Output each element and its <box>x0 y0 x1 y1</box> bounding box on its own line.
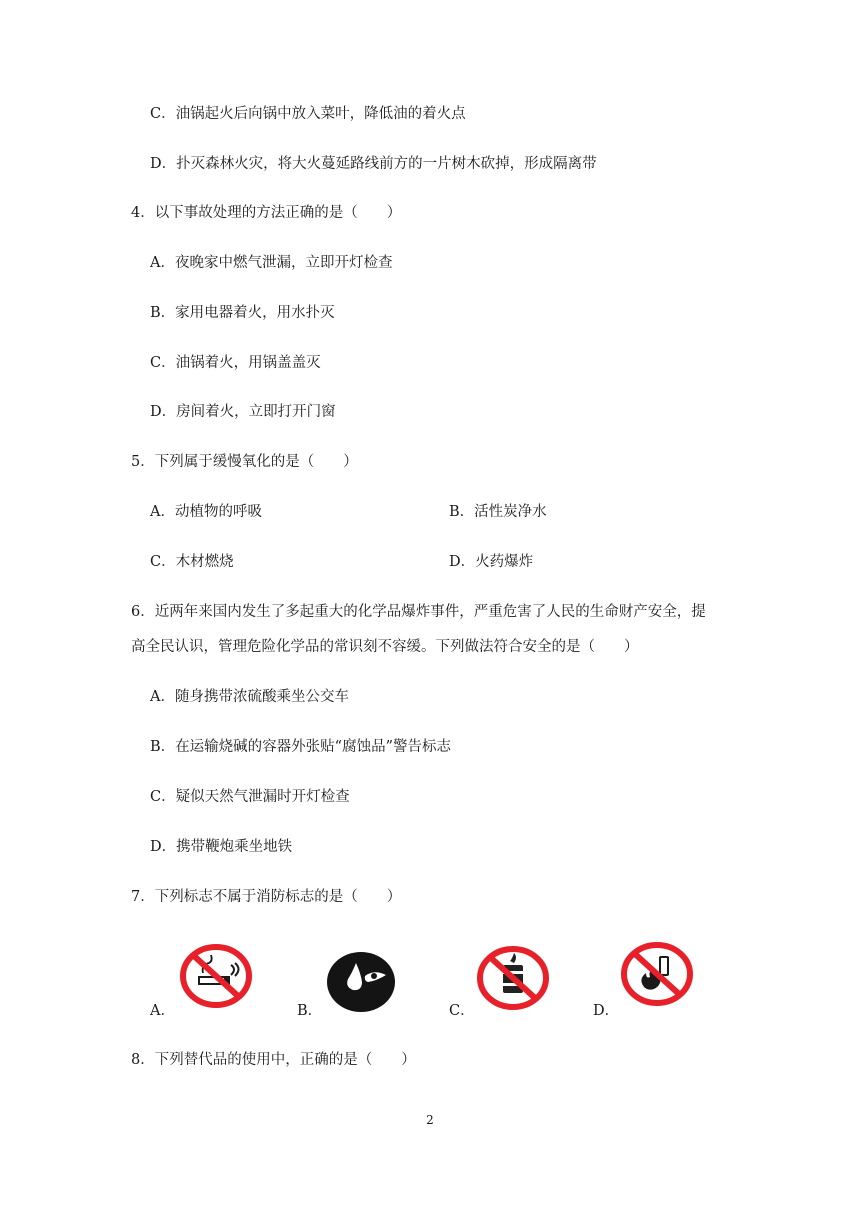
q7-label-d: D． <box>593 1003 620 1019</box>
q5-stem: 5．下列属于缓慢氧化的是（ ） <box>131 454 358 470</box>
no-smoking-sign-icon <box>179 943 253 1013</box>
q4-stem: 4．以下事故处理的方法正确的是（ ） <box>131 205 402 221</box>
q4-option-a: A．夜晚家中燃气泄漏，立即开灯检查 <box>150 255 393 271</box>
q6-option-b: B．在运输烧碱的容器外张贴“腐蚀品”警告标志 <box>150 739 451 755</box>
q5-option-a: A．动植物的呼吸 <box>150 504 262 520</box>
page-number: 2 <box>426 1113 434 1127</box>
q7-label-c: C． <box>449 1003 475 1019</box>
q6-option-d: D．携带鞭炮乘坐地铁 <box>150 839 293 855</box>
q7-label-b: B． <box>297 1003 323 1019</box>
water-drop-sign-icon <box>326 951 396 1017</box>
q6-stem-line2: 高全民认识，管理危险化学品的常识刻不容缓。下列做法符合安全的是（ ） <box>131 639 639 655</box>
q3-option-d: D．扑灭森林火灾，将大火蔓延路线前方的一片树木砍掉，形成隔离带 <box>150 156 597 172</box>
q7-stem: 7．下列标志不属于消防标志的是（ ） <box>131 889 402 905</box>
q4-option-d: D．房间着火，立即打开门窗 <box>150 404 336 420</box>
q3-option-c: C．油锅起火后向锅中放入菜叶，降低油的着火点 <box>150 106 466 122</box>
q8-stem: 8．下列替代品的使用中，正确的是（ ） <box>131 1052 416 1068</box>
q6-option-a: A．随身携带浓硫酸乘坐公交车 <box>150 689 349 705</box>
q4-option-c: C．油锅着火，用锅盖盖灭 <box>150 355 321 371</box>
q6-option-c: C．疑似天然气泄漏时开灯检查 <box>150 789 350 805</box>
no-burning-materials-sign-icon <box>476 945 550 1015</box>
no-open-flame-sign-icon <box>620 941 694 1011</box>
q6-stem-line1: 6．近两年来国内发生了多起重大的化学品爆炸事件，严重危害了人民的生命财产安全，提 <box>131 604 706 620</box>
q5-option-c: C．木材燃烧 <box>150 554 234 570</box>
q5-option-d: D．火药爆炸 <box>449 554 534 570</box>
q5-option-b: B．活性炭净水 <box>449 504 547 520</box>
q4-option-b: B．家用电器着火，用水扑灭 <box>150 305 335 321</box>
q7-label-a: A． <box>150 1003 175 1019</box>
